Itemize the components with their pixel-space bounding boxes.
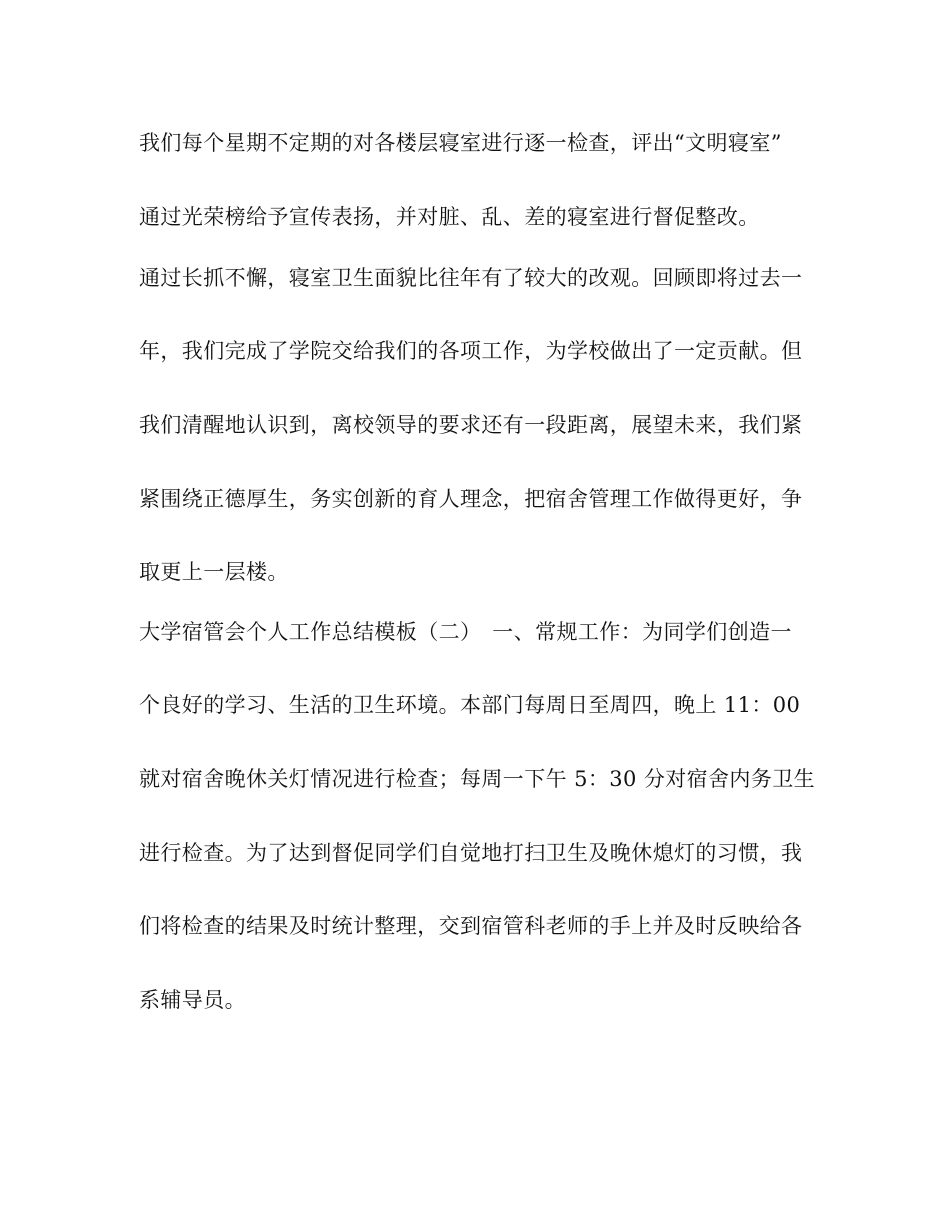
text-line-12: 们将检查的结果及时统计整理，交到宿管科老师的手上并及时反映给各	[139, 914, 803, 938]
text-line-9: 个良好的学习、生活的卫生环境。本部门每周日至周四，晚上 11：00	[139, 693, 801, 717]
text-line-2: 通过光荣榜给予宣传表扬，并对脏、乱、差的寝室进行督促整改。	[139, 205, 760, 229]
text-line-7: 取更上一层楼。	[139, 560, 289, 584]
text-line-4: 年，我们完成了学院交给我们的各项工作，为学校做出了一定贡献。但	[139, 339, 803, 363]
text-line-11: 进行检查。为了达到督促同学们自觉地打扫卫生及晚休熄灯的习惯，我	[139, 841, 803, 865]
text-line-10: 就对宿舍晚休关灯情况进行检查；每周一下午 5：30 分对宿舍内务卫生	[139, 767, 816, 791]
text-line-13: 系辅导员。	[139, 988, 246, 1012]
text-line-8: 大学宿管会个人工作总结模板（二） 一、常规工作：为同学们创造一	[139, 620, 792, 644]
text-line-5: 我们清醒地认识到，离校领导的要求还有一段距离，展望未来，我们紧	[139, 413, 803, 437]
text-line-6: 紧围绕正德厚生，务实创新的育人理念，把宿舍管理工作做得更好，争	[139, 487, 803, 511]
text-line-3: 通过长抓不懈，寝室卫生面貌比往年有了较大的改观。回顾即将过去一	[139, 266, 803, 290]
text-line-1: 我们每个星期不定期的对各楼层寝室进行逐一检查，评出“文明寝室”	[139, 131, 782, 155]
